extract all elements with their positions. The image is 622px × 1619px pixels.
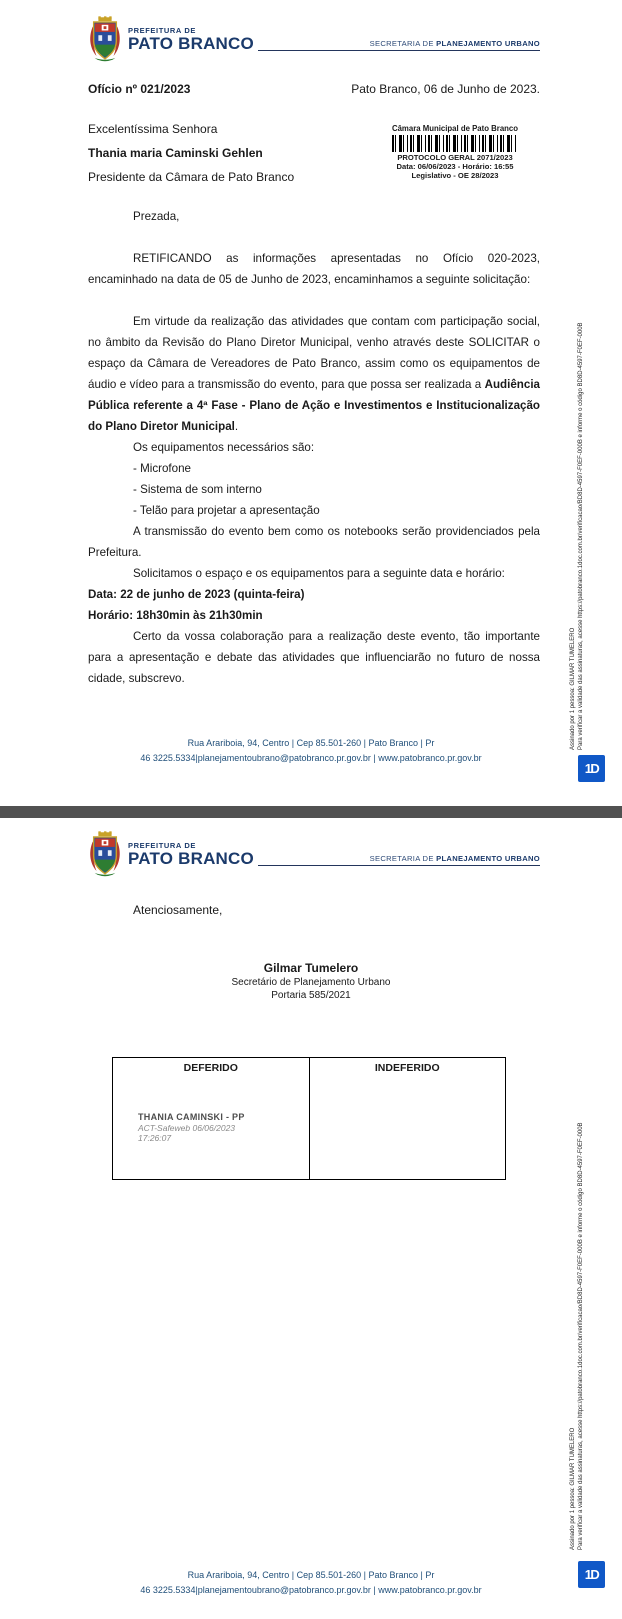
stamp-datetime: Data: 06/06/2023 - Horário: 16:55	[396, 162, 514, 171]
signature-stamp-name: THANIA CAMINSKI - PP	[138, 1112, 245, 1122]
department-name: PLANEJAMENTO URBANO	[436, 854, 540, 863]
department-title	[370, 39, 540, 48]
indeferido-cell	[310, 1058, 506, 1179]
footer-address: Rua Arariboia, 94, Centro | Cep 85.501-260 | Pato Branco | Pr	[187, 1570, 435, 1580]
paragraph-transmissao: A transmissão do evento bem como os notebooks serão providenciados pela Prefeitura.	[88, 525, 540, 559]
barcode	[392, 135, 518, 152]
sidebar-verification: Para verificar a validade das assinaturas, acesse https://patobranco.1doc.com.br/verificacao/BD8D-4597-F0EF-000B e informe o código BD8D-4597-F0EF-000B	[578, 1122, 584, 1550]
footer-address: Rua Arariboia, 94, Centro | Cep 85.501-260 | Pato Branco | Pr	[187, 738, 435, 748]
sidebar-signed-by: Assinado por 1 pessoa: GILMAR TUMELERO	[570, 1427, 576, 1550]
org-name	[128, 831, 254, 868]
paragraph-retificando: RETIFICANDO as informações apresentadas no Ofício 020-2023, encaminhado na data de 05 de Junho de 2023, encaminhamos a seguinte solicitação:	[88, 252, 540, 286]
department-title	[370, 854, 540, 863]
signature-stamp-time: 17:26:07	[138, 1133, 172, 1143]
stamp-protocol-number: PROTOCOLO GERAL 2071/2023	[397, 153, 513, 162]
signature-stamp-certifier: ACT-Safeweb 06/06/2023	[138, 1123, 236, 1133]
deferido-header: DEFERIDO	[183, 1062, 238, 1074]
city-crest-logo	[88, 16, 122, 62]
department-prefix: SECRETARIA DE	[369, 854, 437, 863]
equipment-item-3: - Telão para projetar a apresentação	[133, 504, 320, 517]
oficio-number: Ofício nº 021/2023	[88, 82, 191, 96]
department-name: PLANEJAMENTO URBANO	[436, 39, 540, 48]
page1-footer	[0, 736, 622, 766]
onedoc-logo	[578, 755, 605, 782]
letter-body	[88, 206, 540, 689]
digital-signature-stamp	[138, 1112, 309, 1143]
signer-title: Secretário de Planejamento Urbano	[231, 977, 391, 988]
addressee-block	[88, 117, 294, 189]
signer-block	[0, 960, 622, 1002]
org-name-large: PATO BRANCO	[128, 34, 254, 53]
page-separator	[0, 806, 622, 818]
paragraph-solicitacao-text: Em virtude da realização das atividades que contam com participação social, no âmbito da Revisão do Plano Diretor Municipal, venho através deste SOLICITAR o espaço da Câmara de Vereadores de Pato Branco, assim como os equipamentos de áudio e vídeo para a transmissão do evento, para que possa ser realizada a	[88, 315, 540, 391]
org-name	[128, 16, 254, 53]
equipment-intro: Os equipamentos necessários são:	[133, 441, 315, 454]
onedoc-logo	[578, 1561, 605, 1588]
page1-signature-sidebar	[569, 150, 585, 750]
footer-contact: 46 3225.5334|planejamentoubrano@patobranco.pr.gov.br | www.patobranco.pr.gov.br	[140, 1585, 482, 1595]
addressee-salutation: Excelentíssima Senhora	[88, 122, 218, 136]
department-banner	[254, 831, 540, 875]
footer-contact: 46 3225.5334|planejamentoubrano@patobranco.pr.gov.br | www.patobranco.pr.gov.br	[140, 753, 482, 763]
closing-word: Atenciosamente,	[133, 903, 223, 917]
stamp-sector: Legislativo - OE 28/2023	[411, 171, 499, 180]
header-rule	[258, 50, 540, 51]
department-prefix: SECRETARIA DE	[369, 39, 437, 48]
paragraph-solicitamos: Solicitamos o espaço e os equipamentos para a seguinte data e horário:	[133, 567, 505, 580]
org-name-large: PATO BRANCO	[128, 849, 254, 868]
paragraph-solicitacao-period: .	[234, 420, 239, 433]
addressee-role: Presidente da Câmara de Pato Branco	[88, 170, 295, 184]
city-crest-logo	[88, 831, 122, 877]
sidebar-verification: Para verificar a validade das assinaturas, acesse https://patobranco.1doc.com.br/verificacao/BD8D-4597-F0EF-000B e informe o código BD8D-4597-F0EF-000B	[578, 322, 584, 750]
signer-portaria: Portaria 585/2021	[271, 990, 351, 1001]
page2-signature-sidebar	[569, 950, 585, 1550]
onedoc-logo-letters: 1D	[584, 761, 599, 776]
decision-table	[112, 1057, 506, 1180]
page2-letterhead	[88, 831, 540, 881]
event-date-line: Data: 22 de junho de 2023 (quinta-feira)	[88, 588, 305, 601]
letter-date: Pato Branco, 06 de Junho de 2023.	[351, 82, 540, 96]
department-banner	[254, 16, 540, 60]
indeferido-header: INDEFERIDO	[374, 1062, 440, 1074]
equipment-item-2: - Sistema de som interno	[133, 483, 262, 496]
paragraph-closing: Certo da vossa colaboração para a realização deste evento, tão importante para a apresentação e debate das atividades que influenciarão no futuro de nossa cidade, subscrevo.	[88, 630, 540, 685]
paragraph-solicitacao	[88, 311, 540, 437]
addressee-name: Thania maria Caminski Gehlen	[88, 146, 263, 160]
signer-name: Gilmar Tumelero	[263, 961, 359, 975]
onedoc-logo-letters: 1D	[584, 1567, 599, 1582]
salutation: Prezada,	[133, 210, 180, 223]
deferido-cell	[113, 1058, 310, 1179]
oficio-date-row	[88, 82, 540, 96]
header-rule	[258, 865, 540, 866]
page1-letterhead	[88, 16, 540, 66]
audiencia-publica-highlight: Audiência Pública referente a 4ª Fase - Plano de Ação e Investimentos e Institucionalização do Plano Diretor Municipal	[88, 378, 540, 433]
event-time-line: Horário: 18h30min às 21h30min	[88, 609, 263, 622]
protocol-stamp	[376, 124, 534, 180]
equipment-item-1: - Microfone	[133, 462, 191, 475]
stamp-title: Câmara Municipal de Pato Branco	[391, 124, 519, 133]
org-name-small: PREFEITURA DE	[128, 26, 196, 35]
page2-footer	[0, 1568, 622, 1598]
sidebar-signed-by: Assinado por 1 pessoa: GILMAR TUMELERO	[570, 627, 576, 750]
org-name-small: PREFEITURA DE	[128, 841, 196, 850]
